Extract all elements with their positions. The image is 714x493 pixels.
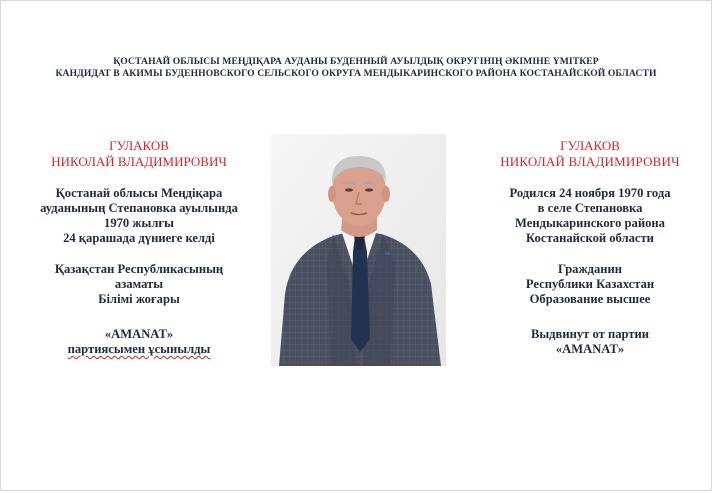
birth-line: Родился 24 ноября 1970 года xyxy=(509,186,671,200)
birth-line: в селе Степановка xyxy=(537,201,643,215)
document-header xyxy=(1,56,711,80)
education-line: Білімі жоғары xyxy=(98,292,180,306)
birth-line: 1970 жылғы xyxy=(104,216,174,230)
birth-line: 24 қарашада дүниеге келді xyxy=(63,231,215,245)
birth-line: Мендыкаринского района xyxy=(515,216,665,230)
russian-bio-column xyxy=(470,138,710,357)
citizenship-info-kz xyxy=(19,262,259,307)
candidate-surname-kz: ГУЛАКОВ xyxy=(109,138,169,153)
party-nomination-text: партиясымен ұсынылды xyxy=(67,342,211,356)
kazakh-bio-column xyxy=(19,138,259,357)
citizenship-line: азаматы xyxy=(114,277,164,291)
candidate-photo xyxy=(271,134,446,366)
birth-info-kz xyxy=(19,186,259,246)
birth-line: Қостанай облысы Меңдіқара xyxy=(55,186,223,200)
party-info-ru xyxy=(470,327,710,357)
party-name: «AMANAT» xyxy=(555,342,625,356)
header-russian: КАНДИДАТ В АКИМЫ БУДЕННОВСКОГО СЕЛЬСКОГО ОКРУГА МЕНДЫКАРИНСКОГО РАЙОНА КОСТАНАЙСКОЙ ОБЛАСТИ xyxy=(55,68,657,79)
citizenship-info-ru xyxy=(470,262,710,307)
citizenship-line: Гражданин xyxy=(557,262,623,276)
party-info-kz xyxy=(19,327,259,357)
party-nomination-line xyxy=(19,342,259,357)
party-name: «AMANAT» xyxy=(104,327,174,341)
party-nomination-line: Выдвинут от партии xyxy=(530,327,650,341)
candidate-portrait-image xyxy=(271,134,446,366)
candidate-given-name-ru: НИКОЛАЙ ВЛАДИМИРОВИЧ xyxy=(500,154,680,169)
candidate-given-name-kz: НИКОЛАЙ ВЛАДИМИРОВИЧ xyxy=(51,154,227,169)
birth-line: Костанайской области xyxy=(526,231,654,245)
birth-info-ru xyxy=(470,186,710,246)
birth-line: ауданының Степановка ауылында xyxy=(40,201,238,215)
citizenship-line: Қазақстан Республикасының xyxy=(54,262,224,276)
header-kazakh: ҚОСТАНАЙ ОБЛЫСЫ МЕҢДІҚАРА АУДАНЫ БУДЕННЫЙ АУЫЛДЫҚ ОКРУГІНІҢ ӘКІМІНЕ ҮМІТКЕР xyxy=(113,56,599,67)
citizenship-line: Республики Казахстан xyxy=(525,277,655,291)
candidate-surname-ru: ГУЛАКОВ xyxy=(560,138,620,153)
education-line: Образование высшее xyxy=(529,292,651,306)
